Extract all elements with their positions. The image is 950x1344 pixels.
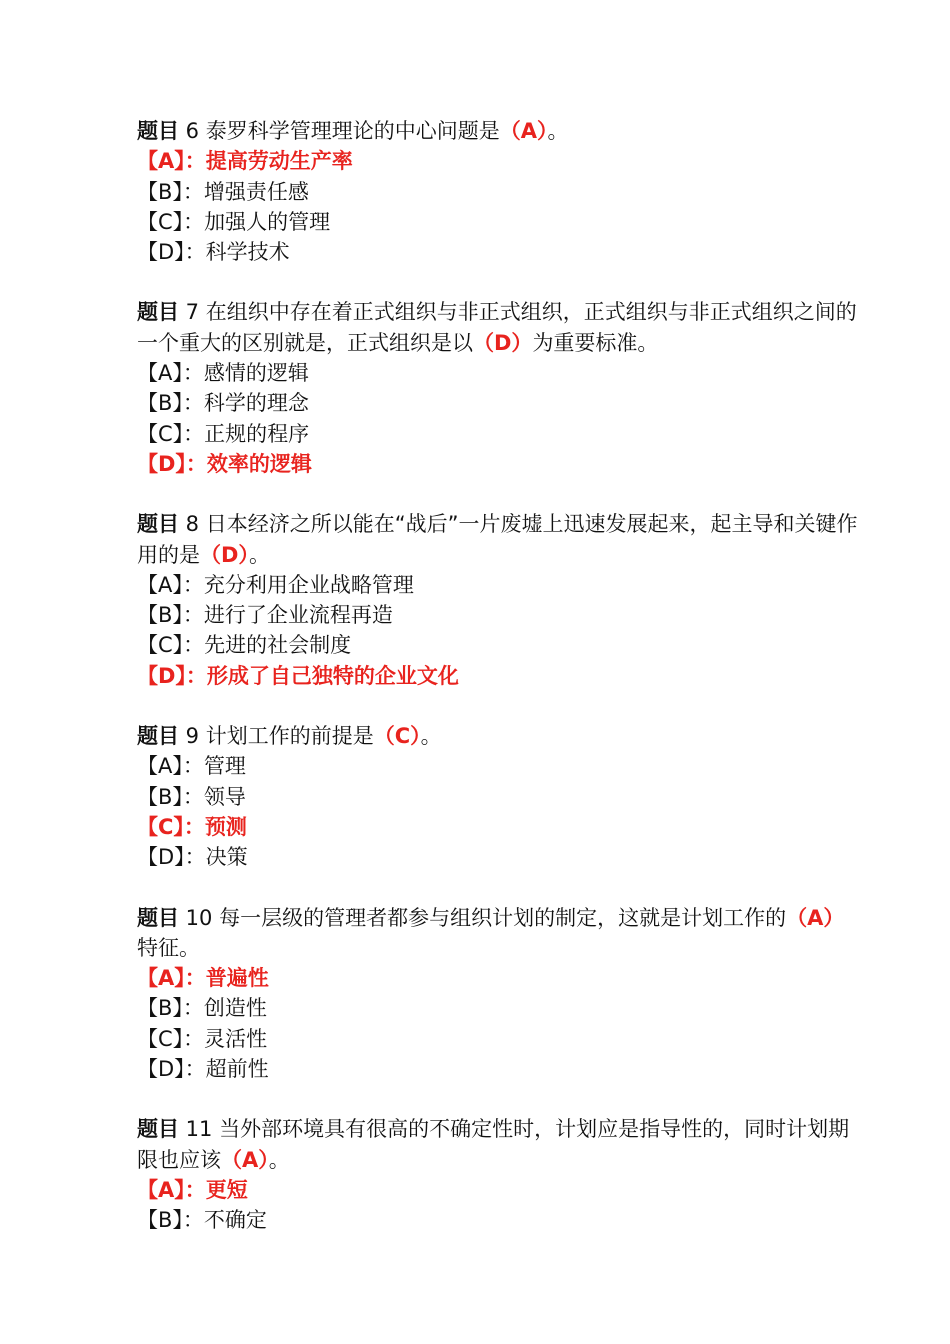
question-text xyxy=(137,721,862,751)
question-text xyxy=(137,1114,862,1175)
option-c: 【C】：灵活性 xyxy=(137,1026,268,1051)
option-c: 【C】：加强人的管理 xyxy=(137,209,331,234)
option-a: 【A】：提高劳动生产率 xyxy=(137,149,353,174)
question-stem: 11 当外部环境具有很高的不确定性时，计划应是指导性的，同时计划期限也应该 xyxy=(137,1117,850,1172)
option-b: 【B】：不确定 xyxy=(137,1208,267,1233)
option-b: 【B】：科学的理念 xyxy=(137,391,309,416)
option-b: 【B】：领导 xyxy=(137,784,246,809)
question-label: 题目 xyxy=(137,724,179,749)
question-8 xyxy=(137,509,862,691)
question-stem: 8 日本经济之所以能在“战后”一片废墟上迅速发展起来，起主导和关键作用的是 xyxy=(137,512,858,567)
question-label: 题目 xyxy=(137,905,179,930)
question-text xyxy=(137,116,862,146)
option-d: 【D】：决策 xyxy=(137,845,248,870)
question-label: 题目 xyxy=(137,512,179,537)
question-stem-end: 。 xyxy=(547,119,569,143)
question-text xyxy=(137,509,862,570)
option-c: 【C】：正规的程序 xyxy=(137,421,310,446)
option-d: 【D】：超前性 xyxy=(137,1057,269,1082)
option-a: 【A】：感情的逻辑 xyxy=(137,361,309,386)
question-6 xyxy=(137,116,862,267)
question-label: 题目 xyxy=(137,119,179,143)
question-7 xyxy=(137,297,862,479)
question-11 xyxy=(137,1114,862,1235)
option-c: 【C】：先进的社会制度 xyxy=(137,633,352,658)
question-answer: （A） xyxy=(786,905,845,930)
option-d: 【D】：形成了自己独特的企业文化 xyxy=(137,663,459,688)
option-b: 【B】：创造性 xyxy=(137,996,267,1021)
option-a: 【A】：普遍性 xyxy=(137,966,269,991)
question-stem-end: 。 xyxy=(268,1147,290,1172)
question-answer: （C） xyxy=(373,724,421,749)
question-answer: （A） xyxy=(221,1147,269,1172)
option-a: 【A】：管理 xyxy=(137,754,246,779)
question-label: 题目 xyxy=(137,300,179,325)
question-answer: （D） xyxy=(200,542,249,567)
option-a: 【A】：更短 xyxy=(137,1177,248,1202)
question-stem-end: 。 xyxy=(248,542,270,567)
question-answer: （A） xyxy=(499,119,548,143)
question-stem: 9 计划工作的前提是 xyxy=(179,724,374,749)
document-page xyxy=(137,116,862,1266)
question-text xyxy=(137,903,862,964)
question-stem-end: 为重要标准。 xyxy=(532,330,659,355)
option-b: 【B】：进行了企业流程再造 xyxy=(137,603,393,628)
question-answer: （D） xyxy=(473,330,533,355)
question-9 xyxy=(137,721,862,872)
question-text xyxy=(137,297,862,358)
question-stem: 10 每一层级的管理者都参与组织计划的制定，这就是计划工作的 xyxy=(179,905,787,930)
question-stem: 6 泰罗科学管理理论的中心问题是 xyxy=(179,119,500,143)
option-b: 【B】：增强责任感 xyxy=(137,179,309,204)
option-a: 【A】：充分利用企业战略管理 xyxy=(137,572,414,597)
option-d: 【D】：科学技术 xyxy=(137,240,290,265)
question-stem: 7 在组织中存在着正式组织与非正式组织，正式组织与非正式组织之间的一个重大的区别就是，正式组织是以 xyxy=(137,300,857,355)
question-stem-end: 。 xyxy=(420,724,442,749)
option-d: 【D】：效率的逻辑 xyxy=(137,451,312,476)
option-c: 【C】：预测 xyxy=(137,814,247,839)
question-10 xyxy=(137,903,862,1085)
question-stem-end: 特征。 xyxy=(137,935,200,960)
question-label: 题目 xyxy=(137,1117,179,1142)
